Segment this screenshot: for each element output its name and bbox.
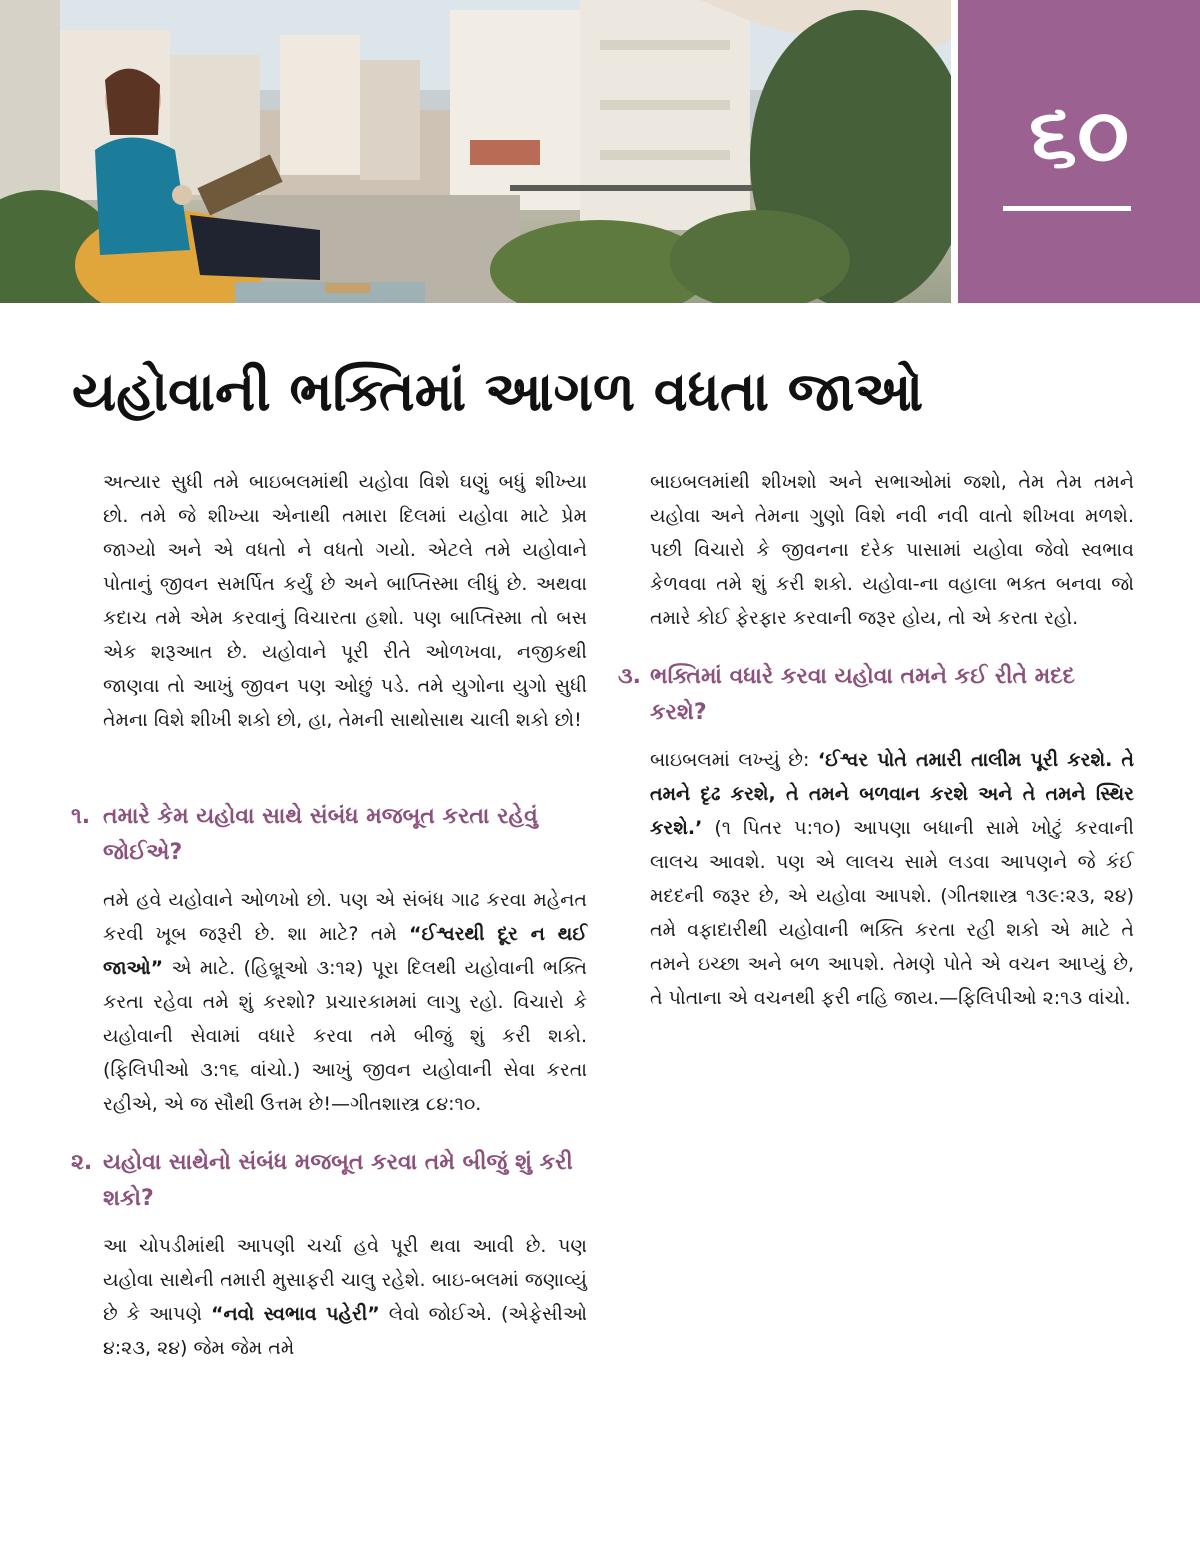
section-1-paragraph xyxy=(103,883,587,1121)
lesson-number-badge xyxy=(958,0,1200,303)
section-2-paragraph xyxy=(103,1229,587,1365)
section-2-question-text: યહોવા સાથેનો સંબંધ મજબૂત કરવા તમે બીજું શું કરી શકો? xyxy=(103,1150,573,1211)
lesson-number-underline xyxy=(1003,206,1131,211)
section-1-text-b: એ માટે. (હિબ્રૂઓ ૩:૧૨) પૂરા દિલથી યહોવાની ભક્તિ કરતા રહેવા તમે શું કરશો? પ્રચારકામમાં લાગુ રહો. વિચારો કે યહોવાની સેવામાં વધારે કરવા તમે બીજું શું કરી શકો. (ફિલિપીઓ ૩:૧૬ વાંચો.) આખું જીવન યહોવાની સેવા કરતા રહીએ, એ જ સૌથી ઉત્તમ છે!—ગીતશાસ્ત્ર ૮૪:૧૦. xyxy=(103,957,587,1115)
section-3-paragraph xyxy=(650,743,1134,1015)
section-2-question xyxy=(71,1145,587,1217)
section-2-text-a: આ ચોપડીમાંથી આપણી ચર્ચા હવે પૂરી થવા આવી છે. પણ યહોવા સાથેની તમારી મુસાફરી ચાલુ રહેશે. બાઇ-બલમાં જણાવ્યું છે કે આપણે xyxy=(103,1235,587,1325)
header-photo xyxy=(0,0,951,303)
balcony-scene-illustration xyxy=(0,0,951,303)
section-2-emphasis: “નવો સ્વભાવ પહેરી” xyxy=(210,1303,380,1325)
section-3-question xyxy=(618,659,1134,731)
section-3-number: ૩. xyxy=(618,664,642,689)
section-2-number: ૨. xyxy=(71,1150,93,1175)
intro-paragraph: અત્યાર સુધી તમે બાઇબલમાંથી યહોવા વિશે ઘણું બધું શીખ્યા છો. તમે જે શીખ્યા એનાથી તમારા દિલમાં યહોવા માટે પ્રેમ જાગ્યો અને એ વધતો ને વધતો ગયો. એટલે તમે યહોવાને પોતાનું જીવન સમર્પિત કર્યું છે અને બાપ્તિસ્મા લીધું છે. અથવા કદાચ તમે એમ કરવાનું વિચારતા હશો. પણ બાપ્તિસ્મા તો બસ એક શરૂઆત છે. યહોવાને પૂરી રીતે ઓળખવા, નજીકથી જાણવા તો આખું જીવન પણ ઓછું પડે. તમે યુગોના યુગો સુધી તેમના વિશે શીખી શકો છો, હા, તેમની સાથોસાથ ચાલી શકો છો! xyxy=(103,471,587,731)
lesson-number: ૬૦ xyxy=(1029,85,1129,185)
section-3-text-b: (૧ પિતર ૫:૧૦) આપણા બધાની સામે ખોટું કરવાની લાલચ આવશે. પણ એ લાલચ સામે લડવા આપણને જે કંઈ મદદની જરૂર છે, એ યહોવા આપશે. (ગીતશાસ્ત્ર ૧૩૯:૨૩, ૨૪) તમે વફાદારીથી યહોવાની ભક્તિ કરતા રહી શકો એ માટે તે તમને ઇચ્છા અને બળ આપશે. તેમણે પોતે એ વચન આપ્યું છે, તે પોતાના એ વચનથી ફરી નહિ જાય.—ફિલિપીઓ ૨:૧૩ વાંચો. xyxy=(650,817,1134,1009)
section-1-question xyxy=(71,799,587,871)
right-column xyxy=(618,465,1134,1015)
section-2-continued-paragraph: બાઇબલમાંથી શીખશો અને સભાઓમાં જશો, તેમ તેમ તમને યહોવા અને તેમના ગુણો વિશે નવી નવી વાતો શીખવા મળશે. પછી વિચારો કે જીવનના દરેક પાસામાં યહોવા જેવો સ્વભાવ કેળવવા તમે શું કરી શકો. યહોવા-ના વહાલા ભક્ત બનવા જો તમારે કોઈ ફેરફાર કરવાની જરૂર હોય, તો એ કરતા રહો. xyxy=(650,471,1134,629)
section-1-question-text: તમારે કેમ યહોવા સાથે સંબંધ મજબૂત કરતા રહેવું જોઈએ? xyxy=(103,804,538,865)
page-title: યહોવાની ભક્તિમાં આગળ વધતા જાઓ xyxy=(72,360,924,423)
section-1-number: ૧. xyxy=(71,804,91,829)
left-column xyxy=(71,465,588,1365)
section-2-text-b: લેવો જોઈએ. (એફેસીઓ ૪:૨૩, ૨૪) જેમ જેમ તમે xyxy=(103,1303,588,1359)
section-3-emphasis: ‘ઈશ્વર પોતે તમારી તાલીમ પૂરી કરશે. તે તમને દૃઢ કરશે, તે તમને બળવાન કરશે અને તે તમને સ્થિર કરશે.’ xyxy=(650,749,1134,839)
section-1-emphasis: “ઈશ્વરથી દૂર ન થઈ જાઓ” xyxy=(103,923,587,979)
section-3-question-text: ભક્તિમાં વધારે કરવા યહોવા તમને કઈ રીતે મદદ કરશે? xyxy=(650,664,1075,725)
section-1-text-a: તમે હવે યહોવાને ઓળખો છો. પણ એ સંબંધ ગાઢ કરવા મહેનત કરવી ખૂબ જરૂરી છે. શા માટે? તમે xyxy=(103,889,587,945)
section-3-text-a: બાઇબલમાં લખ્યું છે: xyxy=(650,749,818,771)
